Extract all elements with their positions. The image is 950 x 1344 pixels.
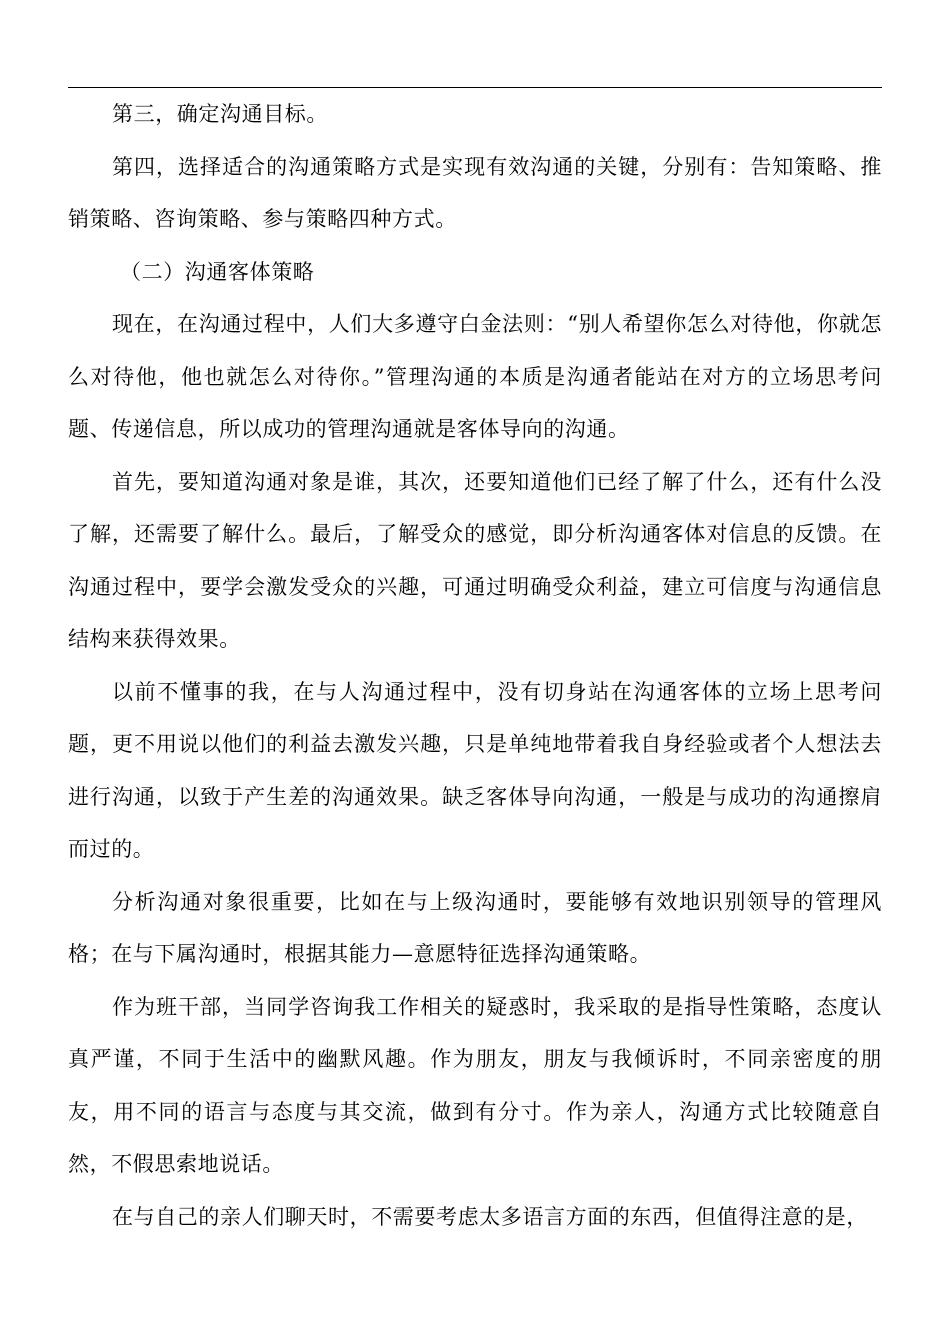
- paragraph: 第三，确定沟通目标。: [112, 102, 328, 126]
- section-heading: （二）沟通客体策略: [120, 259, 315, 284]
- paragraph: 现在，在沟通过程中，人们大多遵守白金法则：“别人希望你怎么对待他，你就怎么对待他，他也就怎么对待你。”管理沟通的本质是沟通者能站在对方的立场思考问题、传递信息，所以成功的管理沟通就是客体导向的沟通。: [68, 312, 882, 441]
- paragraph: 第四，选择适合的沟通策略方式是实现有效沟通的关键，分别有：告知策略、推销策略、咨询策略、参与策略四种方式。: [68, 154, 882, 231]
- paragraph: 在与自己的亲人们聊天时，不需要考虑太多语言方面的东西，但值得注意的是，: [112, 1204, 868, 1229]
- paragraph: 作为班干部，当同学咨询我工作相关的疑惑时，我采取的是指导性策略，态度认真严谨，不同于生活中的幽默风趣。作为朋友，朋友与我倾诉时，不同亲密度的朋友，用不同的语言与态度与其交流，做到有分寸。作为亲人，沟通方式比较随意自然，不假思索地说话。: [68, 994, 882, 1176]
- paragraph: 分析沟通对象很重要，比如在与上级沟通时，要能够有效地识别领导的管理风格；在与下属沟通时，根据其能力—意愿特征选择沟通策略。: [68, 889, 882, 966]
- paragraph: 首先，要知道沟通对象是谁，其次，还要知道他们已经了解了什么，还有什么没了解，还需要了解什么。最后，了解受众的感觉，即分析沟通客体对信息的反馈。在沟通过程中，要学会激发受众的兴趣，可通过明确受众利益，建立可信度与沟通信息结构来获得效果。: [68, 469, 882, 651]
- paragraph: 以前不懂事的我，在与人沟通过程中，没有切身站在沟通客体的立场上思考问题，更不用说以他们的利益去激发兴趣，只是单纯地带着我自身经验或者个人想法去进行沟通，以致于产生差的沟通效果。缺乏客体导向沟通，一般是与成功的沟通擦肩而过的。: [68, 679, 882, 861]
- document-body: [68, 88, 882, 1243]
